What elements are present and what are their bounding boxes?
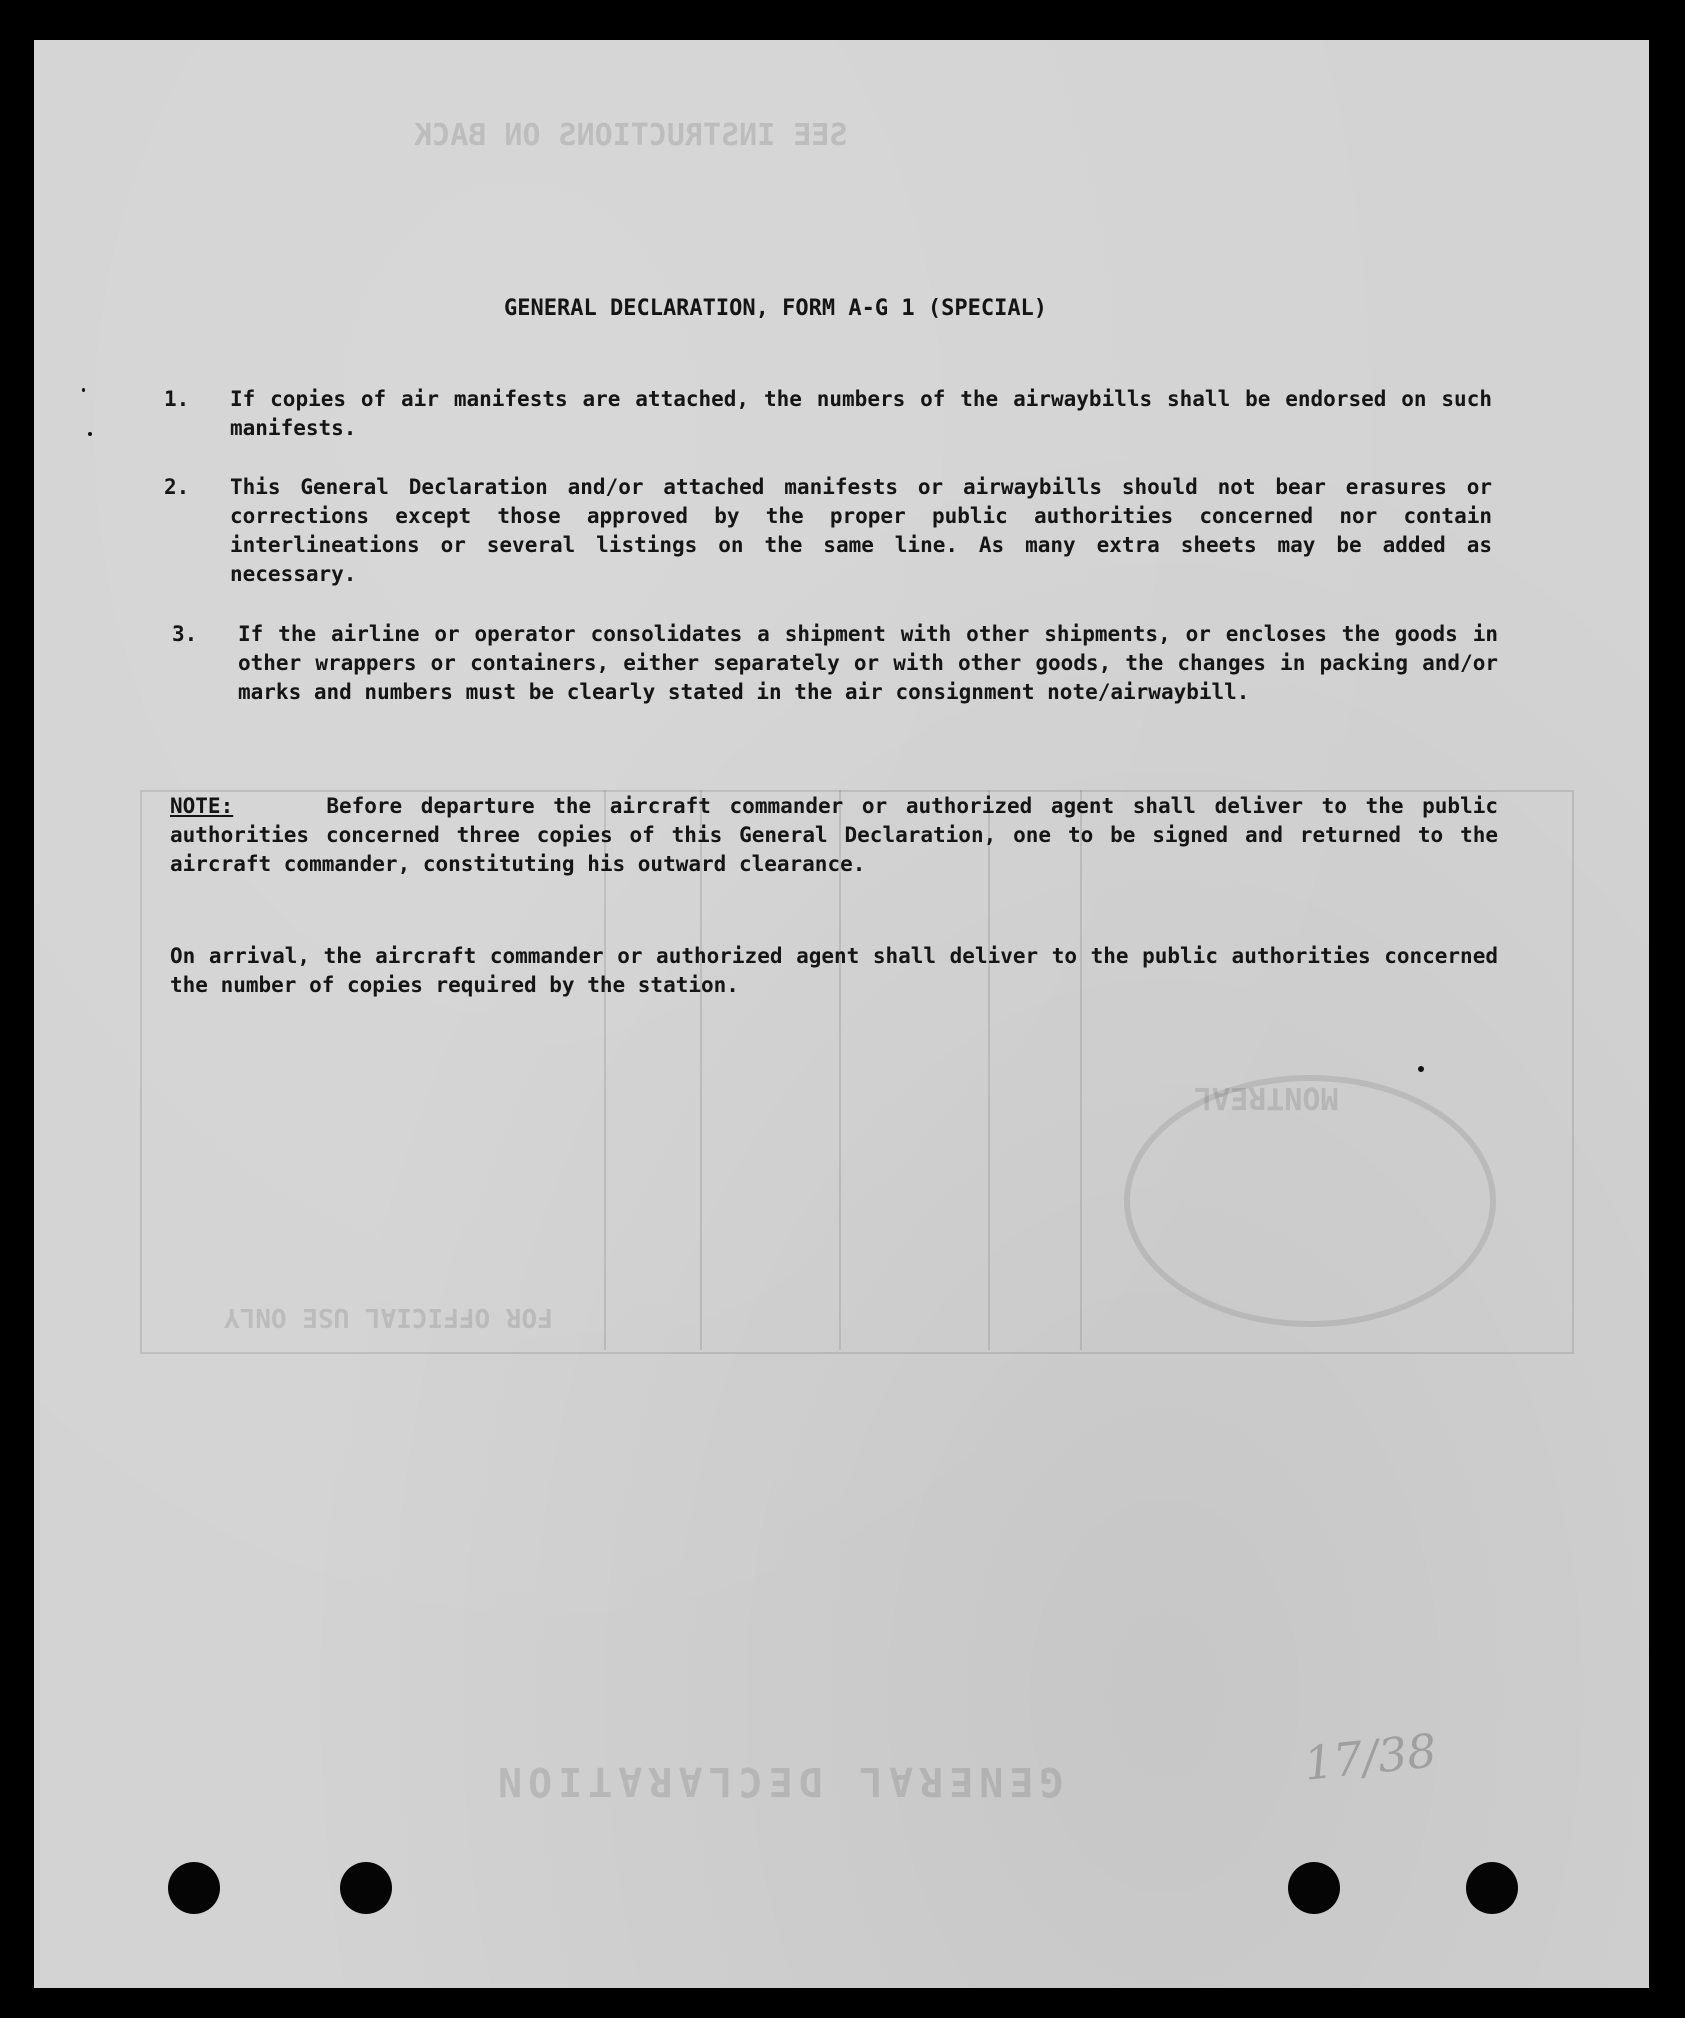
punch-hole xyxy=(340,1862,392,1914)
punch-hole xyxy=(168,1862,220,1914)
document-page xyxy=(34,40,1649,1988)
instruction-item-2 xyxy=(164,473,1524,593)
item-number: 3. xyxy=(172,622,198,646)
document-title: GENERAL DECLARATION, FORM A-G 1 (SPECIAL) xyxy=(504,296,1048,321)
punch-hole xyxy=(1288,1862,1340,1914)
punch-hole xyxy=(1466,1862,1518,1914)
scan-speck xyxy=(82,388,85,392)
bleed-through-footer-heading: GENERAL DECLARATION xyxy=(492,1758,1064,1804)
bleed-through-heading: SEE INSTRUCTIONS ON BACK xyxy=(414,118,848,153)
arrival-paragraph: On arrival, the aircraft commander or authorized agent shall deliver to the public authorities concerned the number of copies required by the station. xyxy=(170,944,1498,997)
instruction-item-3 xyxy=(172,620,1532,740)
note-text: Before departure the aircraft commander or authorized agent shall deliver to the public authorities concerned three copies of this General Declaration, one to be signed and returned to the aircraft commander, constituting his outward clearance. xyxy=(170,794,1498,876)
instruction-item-1 xyxy=(164,385,1524,445)
item-text: If copies of air manifests are attached, the numbers of the airwaybills shall be endorsed on such manifests. xyxy=(230,387,1492,440)
bleed-through-handwritten-number: 17/38 xyxy=(1301,1723,1440,1791)
item-text: This General Declaration and/or attached manifests or airwaybills should not bear erasures or corrections except those approved by the proper public authorities concerned nor contain interlineations or several listings on the same line. As many extra sheets may be added as necessary. xyxy=(230,475,1492,586)
item-number: 2. xyxy=(164,475,190,499)
scan-speck xyxy=(1418,1066,1424,1072)
note-label: NOTE: xyxy=(170,794,234,818)
item-text: If the airline or operator consolidates a shipment with other shipments, or encloses the goods in other wrappers or containers, either separately or with other goods, the changes in packing and/or marks and numbers must be clearly stated in the air consignment note/airwaybill. xyxy=(238,622,1498,704)
bleed-through-official-use: FOR OFFICIAL USE ONLY xyxy=(224,1302,553,1332)
bleed-through-stamp-text: MONTREAL xyxy=(1194,1080,1339,1115)
note-paragraph xyxy=(170,792,1498,879)
scan-speck xyxy=(88,432,92,436)
item-number: 1. xyxy=(164,387,190,411)
